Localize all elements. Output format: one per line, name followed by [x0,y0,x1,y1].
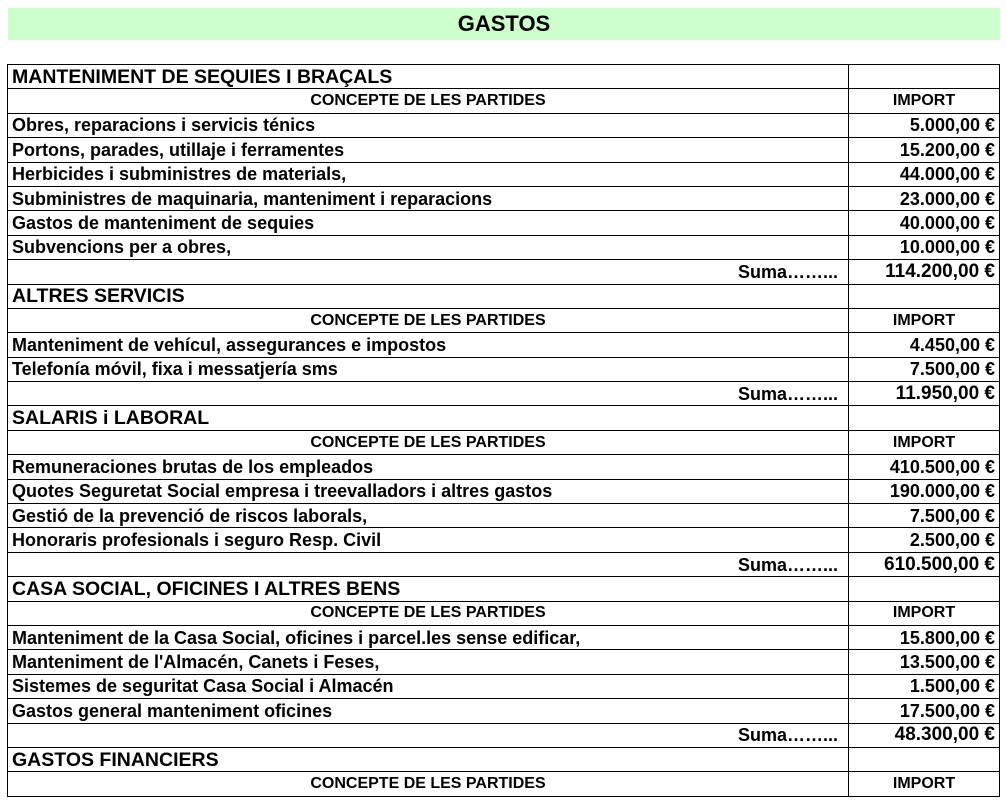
expense-description: Gastos de manteniment de sequies [8,211,849,235]
section-title: CASA SOCIAL, OFICINES I ALTRES BENS [8,577,849,601]
expense-row [8,113,1000,137]
column-header-row [8,308,1000,332]
expense-amount: 7.500,00 € [849,357,1000,381]
column-header-row [8,601,1000,625]
section-sum-row [8,260,1000,284]
expense-description: Gestió de la prevenció de riscos laborals, [8,504,849,528]
expense-row [8,357,1000,381]
import-column-header: IMPORT [849,89,1000,113]
expense-description: Obres, reparacions i servicis ténics [8,113,849,137]
expenses-table [7,64,1000,797]
section-title: MANTENIMENT DE SEQUIES I BRAÇALS [8,65,849,89]
expense-row [8,528,1000,552]
column-header-row [8,430,1000,454]
expense-description: Gastos general manteniment oficines [8,699,849,723]
expense-amount: 23.000,00 € [849,186,1000,210]
expense-amount: 40.000,00 € [849,211,1000,235]
expense-row [8,186,1000,210]
expense-row [8,650,1000,674]
column-header-row [8,89,1000,113]
expense-row [8,455,1000,479]
expense-description: Sistemes de seguritat Casa Social i Almacén [8,674,849,698]
import-column-header: IMPORT [849,430,1000,454]
concept-column-header: CONCEPTE DE LES PARTIDES [8,89,849,113]
import-column-header: IMPORT [849,772,1000,796]
expense-amount: 15.200,00 € [849,138,1000,162]
section-header-row [8,577,1000,601]
section-title: ALTRES SERVICIS [8,284,849,308]
expense-description: Quotes Seguretat Social empresa i treevalladors i altres gastos [8,479,849,503]
section-header-blank-cell [849,406,1000,430]
expense-row [8,235,1000,259]
expense-row [8,162,1000,186]
expense-row [8,504,1000,528]
expense-row [8,138,1000,162]
expense-amount: 1.500,00 € [849,674,1000,698]
sum-amount: 610.500,00 € [849,552,1000,576]
sum-label: Suma……... [8,552,849,576]
expense-amount: 13.500,00 € [849,650,1000,674]
concept-column-header: CONCEPTE DE LES PARTIDES [8,601,849,625]
expense-amount: 10.000,00 € [849,235,1000,259]
section-sum-row [8,552,1000,576]
section-sum-row [8,723,1000,747]
expense-description: Manteniment de vehícul, assegurances e impostos [8,333,849,357]
expense-amount: 190.000,00 € [849,479,1000,503]
concept-column-header: CONCEPTE DE LES PARTIDES [8,772,849,796]
expense-description: Herbicides i subministres de materials, [8,162,849,186]
expenses-table-body [8,65,1000,797]
section-header-row [8,747,1000,771]
section-header-blank-cell [849,577,1000,601]
expense-description: Honoraris profesionals i seguro Resp. Civil [8,528,849,552]
expense-amount: 17.500,00 € [849,699,1000,723]
expense-amount: 7.500,00 € [849,504,1000,528]
expense-amount: 410.500,00 € [849,455,1000,479]
expense-description: Telefonía móvil, fixa i messatjería sms [8,357,849,381]
section-title: GASTOS FINANCIERS [8,747,849,771]
column-header-row [8,772,1000,796]
sum-label: Suma……... [8,260,849,284]
sum-amount: 114.200,00 € [849,260,1000,284]
expense-amount: 44.000,00 € [849,162,1000,186]
import-column-header: IMPORT [849,601,1000,625]
section-header-blank-cell [849,65,1000,89]
section-header-row [8,65,1000,89]
sum-amount: 11.950,00 € [849,382,1000,406]
section-header-blank-cell [849,747,1000,771]
section-sum-row [8,382,1000,406]
expense-description: Remuneraciones brutas de los empleados [8,455,849,479]
import-column-header: IMPORT [849,308,1000,332]
section-header-row [8,406,1000,430]
expense-description: Manteniment de l'Almacén, Canets i Feses, [8,650,849,674]
expense-row [8,699,1000,723]
sum-label: Suma……... [8,382,849,406]
expense-row [8,625,1000,649]
page-title-bar [8,8,1000,40]
expense-amount: 5.000,00 € [849,113,1000,137]
expense-description: Subvencions per a obres, [8,235,849,259]
concept-column-header: CONCEPTE DE LES PARTIDES [8,430,849,454]
page-title: GASTOS [457,11,551,36]
sum-amount: 48.300,00 € [849,723,1000,747]
expense-row [8,479,1000,503]
expense-description: Manteniment de la Casa Social, oficines i parcel.les sense edificar, [8,625,849,649]
sum-label: Suma……... [8,723,849,747]
section-header-blank-cell [849,284,1000,308]
expense-amount: 15.800,00 € [849,625,1000,649]
expense-description: Subministres de maquinaria, manteniment i reparacions [8,186,849,210]
concept-column-header: CONCEPTE DE LES PARTIDES [8,308,849,332]
expense-description: Portons, parades, utillaje i ferramentes [8,138,849,162]
expense-amount: 2.500,00 € [849,528,1000,552]
section-header-row [8,284,1000,308]
section-title: SALARIS i LABORAL [8,406,849,430]
expense-amount: 4.450,00 € [849,333,1000,357]
expense-row [8,674,1000,698]
expense-row [8,211,1000,235]
expense-row [8,333,1000,357]
